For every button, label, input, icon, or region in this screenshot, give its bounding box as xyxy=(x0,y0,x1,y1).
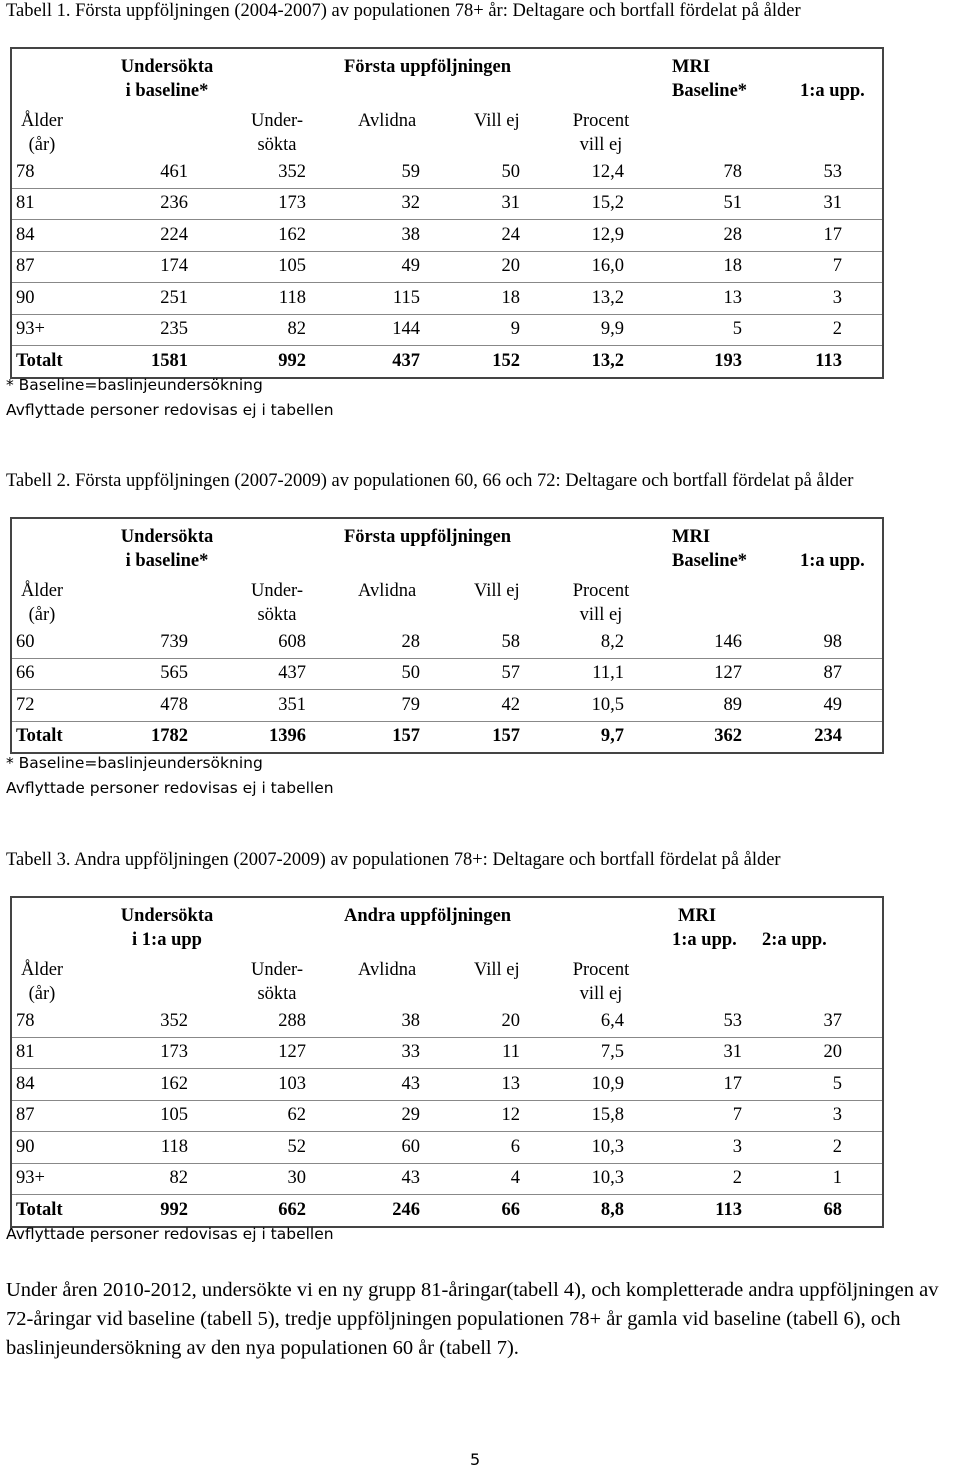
table-row xyxy=(12,1163,882,1195)
value-cell: 173 xyxy=(278,193,306,214)
table2-note-1: * Baseline=baslinjeundersökning xyxy=(6,754,263,772)
value-cell: 461 xyxy=(160,161,188,182)
procent-header: Procent vill ej xyxy=(572,581,630,625)
value-cell: 127 xyxy=(278,1042,306,1063)
value-cell: 82 xyxy=(169,1168,188,1189)
age-cell: 93+ xyxy=(16,319,45,340)
mri-col2-header: 2:a upp. xyxy=(762,930,827,950)
value-cell: 18 xyxy=(723,256,742,277)
baseline-group-header: Undersökta i 1:a upp xyxy=(120,906,214,950)
avlidna-header: Avlidna xyxy=(358,581,417,601)
value-cell: 37 xyxy=(823,1010,842,1031)
table-row xyxy=(12,157,882,188)
villej-header: Vill ej xyxy=(474,960,520,980)
baseline-group-header: Undersökta i baseline* xyxy=(120,527,214,571)
value-cell: 13 xyxy=(723,287,742,308)
value-cell: 53 xyxy=(723,1010,742,1031)
baseline-group-header: Undersökta i baseline* xyxy=(120,57,214,101)
table-row xyxy=(12,658,882,690)
value-cell: 62 xyxy=(287,1105,306,1126)
table1-header xyxy=(12,49,882,157)
age-header: Ålder (år) xyxy=(20,960,64,1004)
followup-group-header: Andra uppföljningen xyxy=(344,906,512,926)
value-cell: 437 xyxy=(278,663,306,684)
value-cell: 3 xyxy=(832,287,842,308)
value-cell: 6,4 xyxy=(600,1010,624,1031)
age-cell: 72 xyxy=(16,694,35,715)
villej-header: Vill ej xyxy=(474,111,520,131)
value-cell: 87 xyxy=(823,663,842,684)
table2-body xyxy=(12,627,882,752)
value-cell: 193 xyxy=(714,350,742,371)
value-cell: 113 xyxy=(815,350,842,371)
age-cell: 90 xyxy=(16,1136,35,1157)
table2-caption: Tabell 2. Första uppföljningen (2007-2009) av populationen 60, 66 och 72: Deltagare och bortfall fördelat på ålder xyxy=(6,471,854,491)
value-cell: 235 xyxy=(160,319,188,340)
undersokta-header: Under- sökta xyxy=(250,581,304,625)
value-cell: 13,2 xyxy=(591,287,624,308)
value-cell: 9,7 xyxy=(600,726,624,747)
age-cell: 87 xyxy=(16,1105,35,1126)
value-cell: 32 xyxy=(401,193,420,214)
value-cell: 662 xyxy=(278,1199,306,1220)
value-cell: 157 xyxy=(492,726,520,747)
value-cell: 38 xyxy=(401,1010,420,1031)
age-cell: 84 xyxy=(16,1073,35,1094)
value-cell: 24 xyxy=(501,224,520,245)
followup-group-header: Första uppföljningen xyxy=(344,57,512,77)
value-cell: 29 xyxy=(401,1105,420,1126)
table-row xyxy=(12,1006,882,1037)
value-cell: 28 xyxy=(401,631,420,652)
age-cell: 60 xyxy=(16,631,35,652)
age-cell: Totalt xyxy=(16,726,63,747)
value-cell: 8,2 xyxy=(600,631,624,652)
value-cell: 10,3 xyxy=(591,1168,624,1189)
table3-caption: Tabell 3. Andra uppföljningen (2007-2009) av populationen 78+: Deltagare och bortfall fördelat på ålder xyxy=(6,850,781,870)
value-cell: 43 xyxy=(401,1073,420,1094)
table-row xyxy=(12,689,882,721)
age-cell: 81 xyxy=(16,1042,35,1063)
value-cell: 58 xyxy=(501,631,520,652)
value-cell: 11 xyxy=(502,1042,520,1063)
mri-group-header: MRI xyxy=(672,57,711,77)
value-cell: 9,9 xyxy=(600,319,624,340)
value-cell: 1396 xyxy=(269,726,306,747)
table2-header xyxy=(12,519,882,627)
value-cell: 288 xyxy=(278,1010,306,1031)
mri-col2-header: 1:a upp. xyxy=(800,81,865,101)
table1-note-1: * Baseline=baslinjeundersökning xyxy=(6,376,263,394)
table3-note-1: Avflyttade personer redovisas ej i tabellen xyxy=(6,1225,334,1243)
value-cell: 118 xyxy=(160,1136,188,1157)
value-cell: 992 xyxy=(278,350,306,371)
table-row xyxy=(12,314,882,346)
age-cell: Totalt xyxy=(16,350,63,371)
age-cell: 78 xyxy=(16,161,35,182)
table1 xyxy=(10,47,884,379)
table-row xyxy=(12,1037,882,1069)
value-cell: 478 xyxy=(160,694,188,715)
value-cell: 31 xyxy=(501,193,520,214)
value-cell: 2 xyxy=(832,319,842,340)
table2-note-2: Avflyttade personer redovisas ej i tabellen xyxy=(6,779,334,797)
value-cell: 17 xyxy=(723,1073,742,1094)
value-cell: 6 xyxy=(510,1136,520,1157)
value-cell: 127 xyxy=(714,663,742,684)
table-row xyxy=(12,251,882,283)
value-cell: 10,3 xyxy=(591,1136,624,1157)
table-row xyxy=(12,1068,882,1100)
value-cell: 152 xyxy=(492,350,520,371)
age-cell: 90 xyxy=(16,287,35,308)
value-cell: 1782 xyxy=(151,726,188,747)
body-paragraph: Under åren 2010-2012, undersökte vi en ny grupp 81-åringar(tabell 4), och kompletterade andra uppföljningen av 72-åringar vid baseline (tabell 5), tredje uppföljningen populationen 78+ år gamla vid baseline (tabell 6), och baslinjeundersökning av den nya populationen 60 år (tabell 7). xyxy=(6,1279,939,1359)
value-cell: 68 xyxy=(823,1199,842,1220)
value-cell: 12 xyxy=(501,1105,520,1126)
value-cell: 8,8 xyxy=(600,1199,624,1220)
value-cell: 251 xyxy=(160,287,188,308)
table-row xyxy=(12,188,882,220)
table-row xyxy=(12,219,882,251)
value-cell: 352 xyxy=(278,161,306,182)
value-cell: 53 xyxy=(823,161,842,182)
value-cell: 12,4 xyxy=(591,161,624,182)
value-cell: 3 xyxy=(832,1105,842,1126)
value-cell: 4 xyxy=(510,1168,520,1189)
value-cell: 246 xyxy=(392,1199,420,1220)
value-cell: 15,8 xyxy=(591,1105,624,1126)
procent-header: Procent vill ej xyxy=(572,960,630,1004)
value-cell: 173 xyxy=(160,1042,188,1063)
value-cell: 98 xyxy=(823,631,842,652)
value-cell: 236 xyxy=(160,193,188,214)
value-cell: 565 xyxy=(160,663,188,684)
table3-body xyxy=(12,1006,882,1226)
value-cell: 59 xyxy=(401,161,420,182)
value-cell: 28 xyxy=(723,224,742,245)
mri-col1-header: Baseline* xyxy=(672,81,748,101)
mri-group-header: MRI xyxy=(678,906,717,926)
value-cell: 2 xyxy=(732,1168,742,1189)
value-cell: 1 xyxy=(832,1168,842,1189)
value-cell: 10,9 xyxy=(591,1073,624,1094)
value-cell: 351 xyxy=(278,694,306,715)
villej-header: Vill ej xyxy=(474,581,520,601)
age-header: Ålder (år) xyxy=(20,581,64,625)
value-cell: 16,0 xyxy=(591,256,624,277)
value-cell: 57 xyxy=(501,663,520,684)
value-cell: 20 xyxy=(823,1042,842,1063)
value-cell: 115 xyxy=(392,287,420,308)
value-cell: 118 xyxy=(278,287,306,308)
value-cell: 10,5 xyxy=(591,694,624,715)
value-cell: 18 xyxy=(501,287,520,308)
value-cell: 15,2 xyxy=(591,193,624,214)
value-cell: 30 xyxy=(287,1168,306,1189)
value-cell: 49 xyxy=(401,256,420,277)
total-row xyxy=(12,721,882,753)
table1-caption: Tabell 1. Första uppföljningen (2004-2007) av populationen 78+ år: Deltagare och bortfall fördelat på ålder xyxy=(6,1,801,21)
age-header: Ålder (år) xyxy=(20,111,64,155)
value-cell: 234 xyxy=(814,726,842,747)
value-cell: 113 xyxy=(715,1199,742,1220)
value-cell: 105 xyxy=(160,1105,188,1126)
value-cell: 89 xyxy=(723,694,742,715)
mri-col1-header: Baseline* xyxy=(672,551,748,571)
table-row xyxy=(12,282,882,314)
value-cell: 162 xyxy=(278,224,306,245)
age-cell: 93+ xyxy=(16,1168,45,1189)
value-cell: 992 xyxy=(160,1199,188,1220)
value-cell: 739 xyxy=(160,631,188,652)
table-row xyxy=(12,627,882,658)
value-cell: 50 xyxy=(501,161,520,182)
value-cell: 7,5 xyxy=(600,1042,624,1063)
value-cell: 31 xyxy=(823,193,842,214)
value-cell: 362 xyxy=(714,726,742,747)
table-row xyxy=(12,1131,882,1163)
value-cell: 162 xyxy=(160,1073,188,1094)
procent-header: Procent vill ej xyxy=(572,111,630,155)
total-row xyxy=(12,1194,882,1226)
age-cell: 66 xyxy=(16,663,35,684)
page-number: 5 xyxy=(470,1450,481,1469)
value-cell: 60 xyxy=(401,1136,420,1157)
value-cell: 105 xyxy=(278,256,306,277)
age-cell: 87 xyxy=(16,256,35,277)
mri-group-header: MRI xyxy=(672,527,711,547)
value-cell: 7 xyxy=(832,256,842,277)
mri-col2-header: 1:a upp. xyxy=(800,551,865,571)
value-cell: 352 xyxy=(160,1010,188,1031)
age-cell: 78 xyxy=(16,1010,35,1031)
age-cell: Totalt xyxy=(16,1199,63,1220)
value-cell: 224 xyxy=(160,224,188,245)
value-cell: 17 xyxy=(823,224,842,245)
value-cell: 79 xyxy=(401,694,420,715)
value-cell: 2 xyxy=(832,1136,842,1157)
value-cell: 608 xyxy=(278,631,306,652)
value-cell: 5 xyxy=(832,1073,842,1094)
value-cell: 43 xyxy=(401,1168,420,1189)
undersokta-header: Under- sökta xyxy=(250,111,304,155)
avlidna-header: Avlidna xyxy=(358,960,417,980)
value-cell: 49 xyxy=(823,694,842,715)
value-cell: 11,1 xyxy=(592,663,624,684)
table1-note-2: Avflyttade personer redovisas ej i tabellen xyxy=(6,401,334,419)
mri-col1-header: 1:a upp. xyxy=(672,930,737,950)
value-cell: 7 xyxy=(732,1105,742,1126)
value-cell: 51 xyxy=(723,193,742,214)
value-cell: 437 xyxy=(392,350,420,371)
value-cell: 174 xyxy=(160,256,188,277)
value-cell: 144 xyxy=(392,319,420,340)
value-cell: 13 xyxy=(501,1073,520,1094)
value-cell: 78 xyxy=(723,161,742,182)
value-cell: 12,9 xyxy=(591,224,624,245)
value-cell: 33 xyxy=(401,1042,420,1063)
table-row xyxy=(12,1100,882,1132)
age-cell: 81 xyxy=(16,193,35,214)
value-cell: 50 xyxy=(401,663,420,684)
value-cell: 9 xyxy=(510,319,520,340)
value-cell: 1581 xyxy=(151,350,188,371)
avlidna-header: Avlidna xyxy=(358,111,417,131)
followup-group-header: Första uppföljningen xyxy=(344,527,512,547)
value-cell: 38 xyxy=(401,224,420,245)
table2 xyxy=(10,517,884,754)
undersokta-header: Under- sökta xyxy=(250,960,304,1004)
value-cell: 66 xyxy=(501,1199,520,1220)
value-cell: 146 xyxy=(714,631,742,652)
value-cell: 20 xyxy=(501,1010,520,1031)
value-cell: 157 xyxy=(392,726,420,747)
value-cell: 20 xyxy=(501,256,520,277)
value-cell: 13,2 xyxy=(591,350,624,371)
value-cell: 52 xyxy=(287,1136,306,1157)
value-cell: 103 xyxy=(278,1073,306,1094)
value-cell: 3 xyxy=(732,1136,742,1157)
value-cell: 42 xyxy=(501,694,520,715)
value-cell: 5 xyxy=(732,319,742,340)
age-cell: 84 xyxy=(16,224,35,245)
table3 xyxy=(10,896,884,1228)
value-cell: 82 xyxy=(287,319,306,340)
table1-body xyxy=(12,157,882,377)
total-row xyxy=(12,345,882,377)
value-cell: 31 xyxy=(723,1042,742,1063)
table3-header xyxy=(12,898,882,1006)
